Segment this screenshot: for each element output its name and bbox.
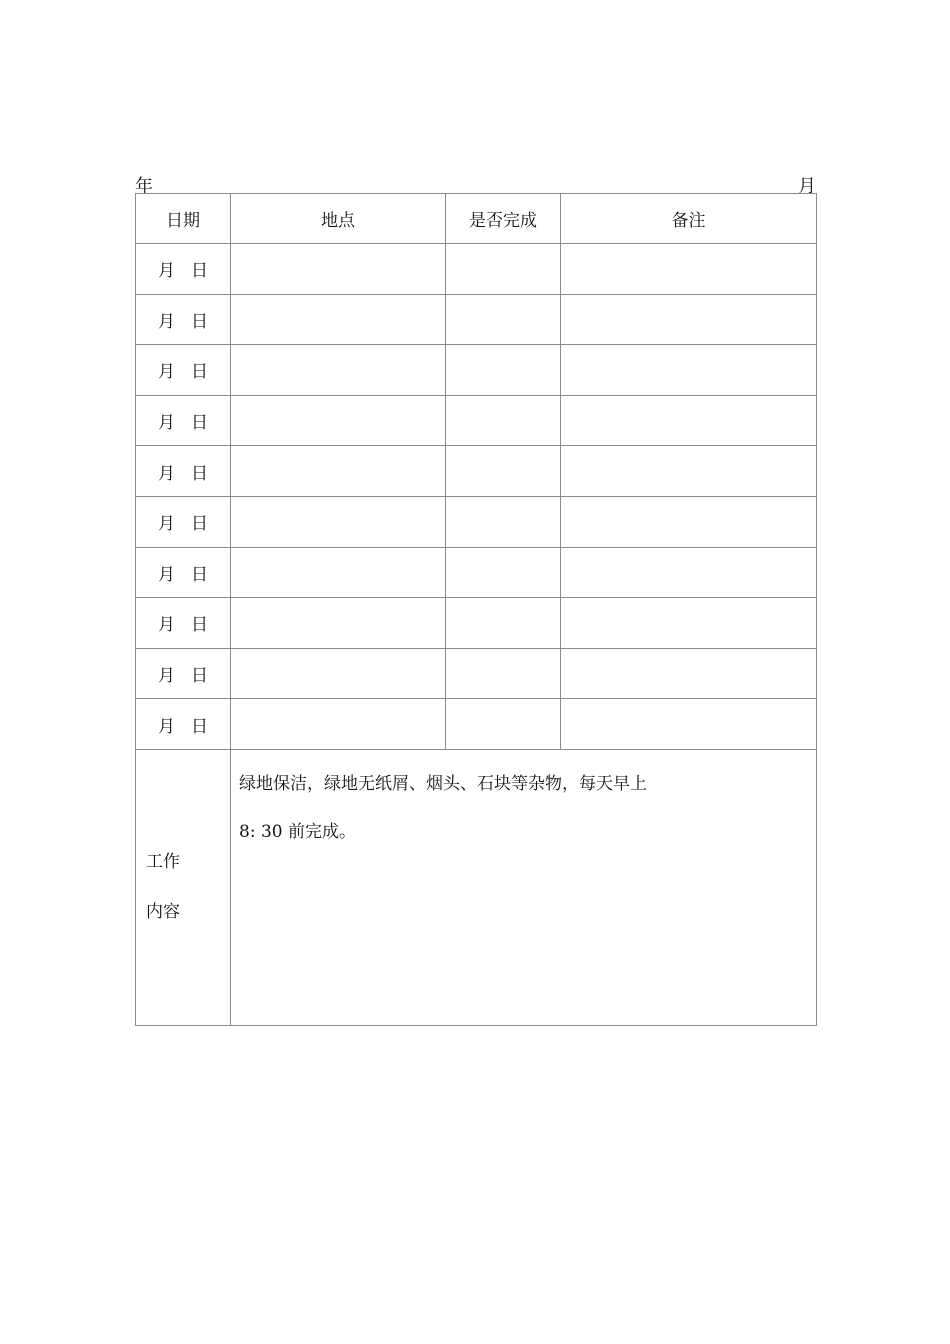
month-text: 月 xyxy=(158,413,175,434)
column-header-date: 日期 xyxy=(136,194,231,244)
table-header-row xyxy=(136,194,817,244)
remarks-cell[interactable] xyxy=(561,345,817,396)
remarks-cell[interactable] xyxy=(561,244,817,295)
completed-cell[interactable] xyxy=(446,446,561,497)
day-text: 日 xyxy=(191,413,208,434)
remarks-cell[interactable] xyxy=(561,598,817,649)
remarks-cell[interactable] xyxy=(561,547,817,598)
remarks-cell[interactable] xyxy=(561,395,817,446)
work-content-text xyxy=(231,749,817,1025)
day-text: 日 xyxy=(191,463,208,484)
location-cell[interactable] xyxy=(231,446,446,497)
location-cell[interactable] xyxy=(231,699,446,750)
month-text: 月 xyxy=(158,564,175,585)
completed-cell[interactable] xyxy=(446,496,561,547)
completed-cell[interactable] xyxy=(446,294,561,345)
location-cell[interactable] xyxy=(231,648,446,699)
completed-cell[interactable] xyxy=(446,395,561,446)
date-cell xyxy=(136,496,231,547)
work-label-line1: 工作 xyxy=(146,852,180,873)
day-text: 日 xyxy=(191,615,208,636)
date-cell xyxy=(136,648,231,699)
day-text: 日 xyxy=(191,564,208,585)
work-content-line2: 8: 30 前完成。 xyxy=(239,821,356,842)
work-content-line1: 绿地保洁，绿地无纸屑、烟头、石块等杂物，每天早上 xyxy=(239,773,647,794)
location-cell[interactable] xyxy=(231,496,446,547)
form-header xyxy=(135,170,816,197)
table-row xyxy=(136,345,817,396)
day-text: 日 xyxy=(191,716,208,737)
day-text: 日 xyxy=(191,261,208,282)
completed-cell[interactable] xyxy=(446,244,561,295)
day-text: 日 xyxy=(191,311,208,332)
table-row xyxy=(136,294,817,345)
table-row xyxy=(136,395,817,446)
month-text: 月 xyxy=(158,362,175,383)
location-cell[interactable] xyxy=(231,598,446,649)
work-label-line2: 内容 xyxy=(146,902,180,923)
month-text: 月 xyxy=(158,261,175,282)
completed-cell[interactable] xyxy=(446,699,561,750)
table-row xyxy=(136,598,817,649)
location-cell[interactable] xyxy=(231,244,446,295)
remarks-cell[interactable] xyxy=(561,648,817,699)
day-text: 日 xyxy=(191,514,208,535)
date-cell xyxy=(136,395,231,446)
column-header-completed: 是否完成 xyxy=(446,194,561,244)
column-header-remarks: 备注 xyxy=(561,194,817,244)
completed-cell[interactable] xyxy=(446,547,561,598)
day-text: 日 xyxy=(191,666,208,687)
cleaning-schedule-table xyxy=(135,193,817,1026)
table-row xyxy=(136,648,817,699)
date-cell xyxy=(136,547,231,598)
remarks-cell[interactable] xyxy=(561,496,817,547)
date-cell xyxy=(136,446,231,497)
date-cell xyxy=(136,699,231,750)
month-text: 月 xyxy=(158,514,175,535)
remarks-cell[interactable] xyxy=(561,446,817,497)
month-text: 月 xyxy=(158,716,175,737)
location-cell[interactable] xyxy=(231,294,446,345)
month-text: 月 xyxy=(158,311,175,332)
location-cell[interactable] xyxy=(231,345,446,396)
table-row xyxy=(136,446,817,497)
work-content-label xyxy=(136,749,231,1025)
month-label: 月 xyxy=(798,176,816,197)
date-cell xyxy=(136,598,231,649)
date-cell xyxy=(136,294,231,345)
work-content-row xyxy=(136,749,817,1025)
remarks-cell[interactable] xyxy=(561,699,817,750)
day-text: 日 xyxy=(191,362,208,383)
date-cell xyxy=(136,345,231,396)
month-text: 月 xyxy=(158,615,175,636)
location-cell[interactable] xyxy=(231,395,446,446)
table-row xyxy=(136,496,817,547)
remarks-cell[interactable] xyxy=(561,294,817,345)
month-text: 月 xyxy=(158,463,175,484)
column-header-location: 地点 xyxy=(231,194,446,244)
completed-cell[interactable] xyxy=(446,648,561,699)
completed-cell[interactable] xyxy=(446,598,561,649)
table-row xyxy=(136,244,817,295)
table-row xyxy=(136,699,817,750)
table-row xyxy=(136,547,817,598)
completed-cell[interactable] xyxy=(446,345,561,396)
date-cell xyxy=(136,244,231,295)
location-cell[interactable] xyxy=(231,547,446,598)
year-label: 年 xyxy=(135,176,153,197)
month-text: 月 xyxy=(158,666,175,687)
